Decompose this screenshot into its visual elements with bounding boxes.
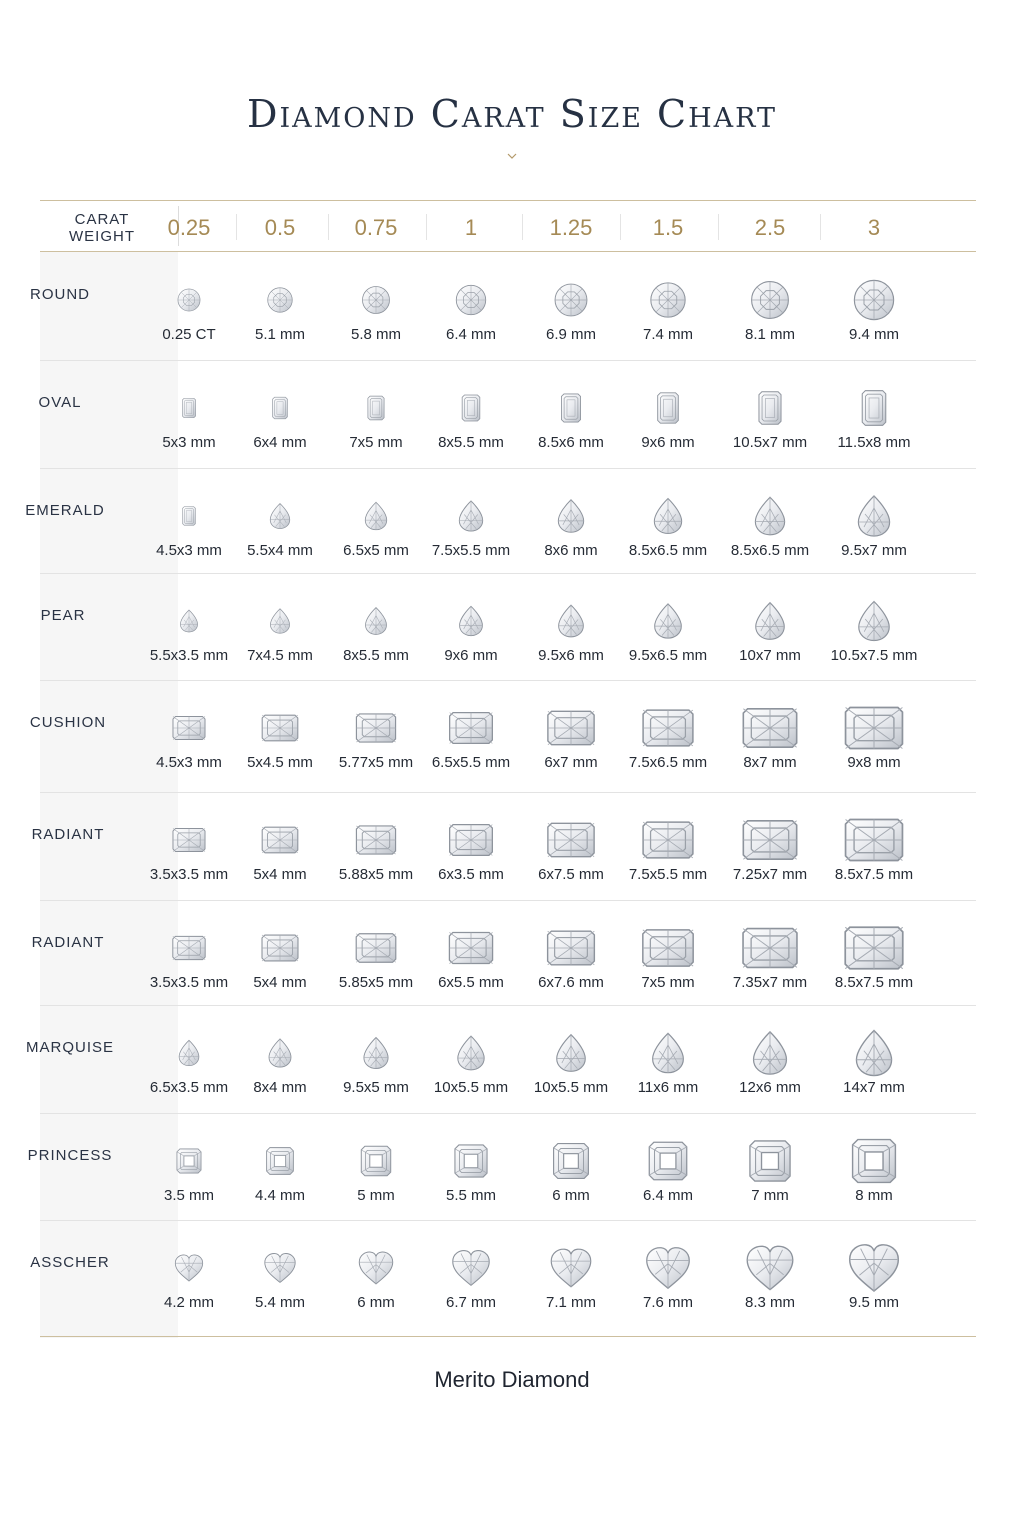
asscher-diamond-icon	[853, 1140, 896, 1183]
size-label: 8x7 mm	[743, 754, 797, 771]
pear-diamond-icon	[654, 498, 681, 533]
size-label: 10.5x7 mm	[732, 434, 808, 451]
pear-diamond-icon	[653, 1033, 684, 1072]
heart-diamond-icon	[647, 1248, 690, 1288]
size-label: 9.5x7 mm	[841, 542, 907, 559]
size-label: 14x7 mm	[843, 1079, 905, 1096]
emerald-cut-diamond-icon	[368, 396, 384, 420]
emerald-cut-diamond-icon	[658, 393, 679, 423]
shape-label: ASSCHER	[30, 1254, 110, 1271]
brand-footer: Merito Diamond	[434, 1367, 590, 1392]
asscher-diamond-icon	[177, 1149, 201, 1173]
carat-size-chart	[25, 200, 976, 1338]
radiant-diamond-icon	[643, 710, 693, 746]
pear-diamond-icon	[269, 1039, 291, 1067]
carat-weight-0.75: 0.75	[354, 215, 398, 240]
radiant-diamond-icon	[262, 715, 298, 741]
size-label: 9x6 mm	[444, 647, 498, 664]
size-label: 8.5x6.5 mm	[628, 542, 708, 559]
size-label: 7x5 mm	[349, 434, 403, 451]
size-label: 6.5x5 mm	[343, 542, 409, 559]
radiant-diamond-icon	[743, 709, 796, 747]
radiant-diamond-icon	[173, 936, 205, 959]
radiant-diamond-icon	[356, 714, 395, 742]
radiant-diamond-icon	[643, 822, 693, 858]
carat-weight-header: WEIGHT	[69, 228, 135, 245]
radiant-diamond-icon	[643, 930, 693, 966]
pear-diamond-icon	[756, 603, 785, 640]
radiant-diamond-icon	[548, 823, 594, 856]
size-label: 3.5 mm	[163, 1187, 215, 1204]
size-label: 6.5x3.5 mm	[149, 1079, 229, 1096]
radiant-diamond-icon	[548, 711, 594, 744]
size-label: 8.5x6.5 mm	[730, 542, 810, 559]
pear-diamond-icon	[179, 1040, 199, 1065]
size-label: 8x6 mm	[544, 542, 598, 559]
emerald-cut-diamond-icon	[273, 397, 288, 419]
size-label: 0.25 CT	[162, 326, 216, 343]
size-label: 6 mm	[357, 1294, 395, 1311]
size-label: 5 mm	[357, 1187, 395, 1204]
size-label: 5.1 mm	[254, 326, 306, 343]
emerald-cut-diamond-icon	[462, 395, 480, 421]
heart-diamond-icon	[551, 1249, 591, 1287]
radiant-diamond-icon	[449, 932, 492, 963]
size-label: 9x6 mm	[641, 434, 695, 451]
radiant-diamond-icon	[356, 826, 395, 854]
carat-weight-0.5: 0.5	[264, 215, 296, 240]
pear-diamond-icon	[366, 608, 387, 635]
shape-label: ROUND	[30, 286, 90, 303]
radiant-diamond-icon	[846, 708, 903, 749]
size-label: 9.4 mm	[848, 326, 900, 343]
size-label: 5x4 mm	[253, 974, 307, 991]
pear-diamond-icon	[755, 497, 784, 535]
carat-weight-2.5: 2.5	[754, 215, 786, 240]
heart-diamond-icon	[453, 1251, 489, 1286]
size-label: 7.25x7 mm	[732, 866, 808, 883]
size-label: 6x7 mm	[544, 754, 598, 771]
radiant-diamond-icon	[743, 929, 797, 968]
size-label: 11x6 mm	[637, 1079, 699, 1096]
carat-weight-1.5: 1.5	[652, 215, 684, 240]
pear-diamond-icon	[558, 500, 583, 533]
size-label: 6.5x5.5 mm	[431, 754, 511, 771]
round-diamond-icon	[854, 280, 893, 319]
size-label: 5.5x4 mm	[247, 542, 313, 559]
radiant-diamond-icon	[846, 820, 903, 861]
radiant-diamond-icon	[173, 828, 205, 851]
size-label: 7.5x5.5 mm	[431, 542, 511, 559]
size-label: 8x5.5 mm	[438, 434, 504, 451]
asscher-diamond-icon	[750, 1141, 790, 1181]
size-label: 7x4.5 mm	[247, 647, 313, 664]
size-label: 7x5 mm	[641, 974, 695, 991]
size-label: 8.5x6 mm	[538, 434, 604, 451]
row-label-column	[40, 252, 178, 1338]
size-label: 3.5x3.5 mm	[149, 974, 229, 991]
size-label: 8 mm	[855, 1187, 893, 1204]
emerald-cut-diamond-icon	[561, 394, 580, 422]
shape-label: PRINCESS	[27, 1147, 113, 1164]
heart-diamond-icon	[747, 1246, 793, 1289]
size-label: 8x5.5 mm	[343, 647, 409, 664]
carat-weight-header: CARAT	[74, 211, 130, 228]
size-label: 10.5x7.5 mm	[830, 647, 918, 664]
radiant-diamond-icon	[548, 931, 595, 965]
size-label: 5.4 mm	[254, 1294, 306, 1311]
pear-diamond-icon	[458, 1036, 484, 1070]
size-label: 7.6 mm	[642, 1294, 694, 1311]
size-label: 4.2 mm	[163, 1294, 215, 1311]
size-label: 4.4 mm	[254, 1187, 306, 1204]
radiant-diamond-icon	[356, 934, 396, 962]
size-label: 10x7 mm	[739, 647, 801, 664]
radiant-diamond-icon	[262, 827, 298, 853]
emerald-cut-diamond-icon	[862, 391, 886, 426]
size-label: 5x4 mm	[253, 866, 307, 883]
size-label: 5.77x5 mm	[338, 754, 414, 771]
radiant-diamond-icon	[450, 713, 493, 744]
heart-diamond-icon	[265, 1254, 295, 1283]
pear-diamond-icon	[270, 503, 290, 528]
size-label: 6.4 mm	[445, 326, 497, 343]
size-label: 10x5.5 mm	[533, 1079, 609, 1096]
shape-label: RADIANT	[31, 826, 105, 843]
pear-diamond-icon	[856, 1030, 891, 1075]
radiant-diamond-icon	[743, 821, 796, 859]
size-label: 5.85x5 mm	[338, 974, 414, 991]
size-label: 9.5x5 mm	[343, 1079, 409, 1096]
pear-diamond-icon	[180, 610, 197, 632]
size-label: 8.5x7.5 mm	[834, 866, 914, 883]
size-label: 6x5.5 mm	[438, 974, 504, 991]
size-label: 7.5x5.5 mm	[628, 866, 708, 883]
carat-weight-3: 3	[867, 215, 881, 240]
size-label: 9.5 mm	[848, 1294, 900, 1311]
size-label: 6.9 mm	[545, 326, 597, 343]
size-label: 6.7 mm	[445, 1294, 497, 1311]
size-label: 6x7.6 mm	[538, 974, 604, 991]
pear-diamond-icon	[859, 601, 889, 640]
carat-weight-0.25: 0.25	[167, 215, 211, 240]
size-label: 6x7.5 mm	[538, 866, 604, 883]
asscher-diamond-icon	[267, 1148, 294, 1175]
round-diamond-icon	[363, 287, 390, 314]
emerald-cut-diamond-icon	[183, 507, 196, 526]
size-label: 10x5.5 mm	[433, 1079, 509, 1096]
emerald-cut-diamond-icon	[182, 398, 195, 418]
title-divider	[195, 150, 829, 164]
pear-diamond-icon	[557, 1035, 586, 1072]
pear-diamond-icon	[559, 605, 584, 637]
size-label: 8.5x7.5 mm	[834, 974, 914, 991]
round-diamond-icon	[268, 288, 293, 313]
shape-label: MARQUISE	[25, 1039, 115, 1056]
heart-diamond-icon	[175, 1255, 202, 1281]
size-label: 5x3 mm	[162, 434, 216, 451]
shape-label: PEAR	[40, 607, 86, 624]
round-diamond-icon	[752, 282, 789, 319]
asscher-diamond-icon	[455, 1145, 487, 1177]
size-label: 4.5x3 mm	[156, 754, 222, 771]
asscher-diamond-icon	[361, 1146, 390, 1175]
shape-label: OVAL	[38, 394, 82, 411]
size-label: 12x6 mm	[739, 1079, 801, 1096]
size-label: 8x4 mm	[253, 1079, 307, 1096]
carat-weight-1: 1	[464, 215, 478, 240]
radiant-diamond-icon	[450, 825, 493, 856]
pear-diamond-icon	[460, 606, 483, 635]
heart-diamond-icon	[850, 1245, 899, 1291]
size-label: 4.5x3 mm	[156, 542, 222, 559]
size-label: 7.5x6.5 mm	[628, 754, 708, 771]
pear-diamond-icon	[754, 1032, 787, 1074]
radiant-diamond-icon	[845, 927, 903, 968]
pear-diamond-icon	[270, 609, 289, 633]
shape-label: EMERALD	[25, 502, 105, 519]
round-diamond-icon	[178, 289, 200, 311]
size-label: 9.5x6 mm	[538, 647, 604, 664]
heart-diamond-icon	[359, 1252, 392, 1284]
round-diamond-icon	[555, 284, 587, 316]
size-label: 6 mm	[552, 1187, 590, 1204]
pear-diamond-icon	[364, 1038, 388, 1069]
size-label: 5.5 mm	[445, 1187, 497, 1204]
size-label: 7 mm	[751, 1187, 789, 1204]
size-label: 7.35x7 mm	[732, 974, 808, 991]
size-label: 7.4 mm	[642, 326, 694, 343]
round-diamond-icon	[651, 283, 685, 317]
size-label: 6x4 mm	[253, 434, 307, 451]
shape-label: CUSHION	[29, 714, 107, 731]
page-title: Diamond Carat Size Chart	[246, 92, 777, 136]
size-label: 8.1 mm	[744, 326, 796, 343]
size-label: 5.88x5 mm	[338, 866, 414, 883]
size-label: 8.3 mm	[744, 1294, 796, 1311]
size-label: 3.5x3.5 mm	[149, 866, 229, 883]
size-label: 11.5x8 mm	[837, 434, 911, 451]
pear-diamond-icon	[655, 604, 682, 638]
shape-label: RADIANT	[31, 934, 105, 951]
round-diamond-icon	[456, 285, 485, 314]
size-label: 9x8 mm	[847, 754, 901, 771]
asscher-diamond-icon	[649, 1142, 686, 1179]
asscher-diamond-icon	[554, 1144, 589, 1179]
size-label: 5.5x3.5 mm	[149, 647, 229, 664]
size-label: 6.4 mm	[642, 1187, 694, 1204]
emerald-cut-diamond-icon	[759, 392, 781, 424]
pear-diamond-icon	[459, 501, 482, 531]
size-label: 7.1 mm	[545, 1294, 597, 1311]
size-label: 6x3.5 mm	[438, 866, 504, 883]
size-label: 9.5x6.5 mm	[628, 647, 708, 664]
carat-weight-1.25: 1.25	[549, 215, 593, 240]
size-label: 5.8 mm	[350, 326, 402, 343]
radiant-diamond-icon	[262, 935, 298, 961]
pear-diamond-icon	[858, 496, 889, 536]
radiant-diamond-icon	[173, 716, 205, 739]
pear-diamond-icon	[365, 502, 386, 530]
size-label: 5x4.5 mm	[247, 754, 313, 771]
